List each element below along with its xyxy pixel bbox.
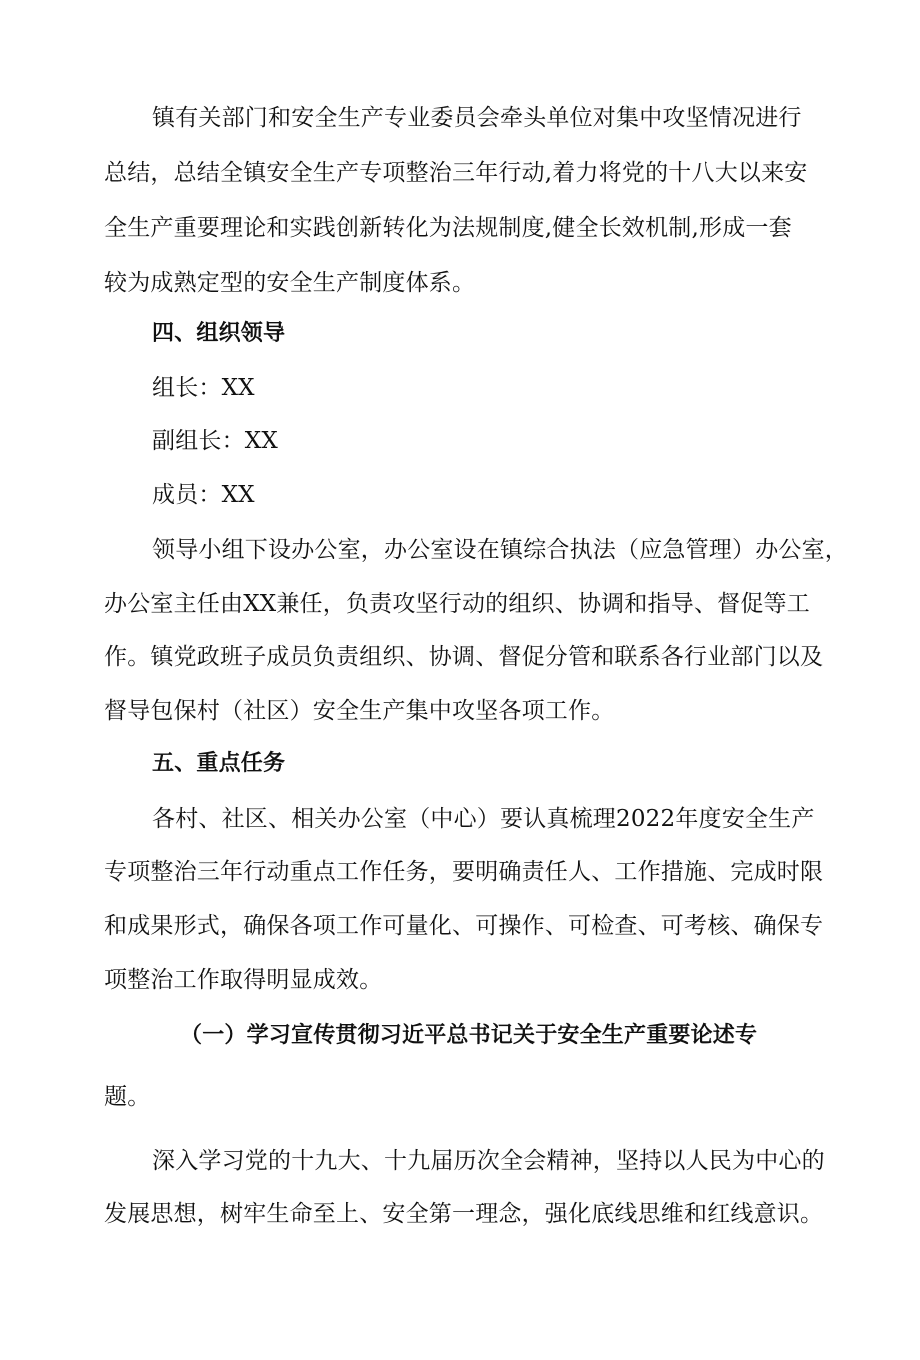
paragraph-1-line-4: 较为成熟定型的安全生产制度体系。	[104, 270, 476, 296]
paragraph-3-line-4: 项整治工作取得明显成效。	[104, 967, 383, 993]
paragraph-2-line-1: 领导小组下设办公室，办公室设在镇综合执法（应急管理）办公室，	[152, 537, 848, 563]
paragraph-4-line-2: 发展思想，树牢生命至上、安全第一理念，强化底线思维和红线意识。	[104, 1201, 824, 1227]
paragraph-4-line-1: 深入学习党的十九大、十九届历次全会精神，坚持以人民为中心的	[152, 1148, 825, 1174]
paragraph-3-line-1: 各村、社区、相关办公室（中心）要认真梳理2022年度安全生产	[152, 806, 815, 832]
leader-line: 组长：XX	[152, 375, 255, 401]
subsection-1-heading-line-2: 题。	[104, 1084, 151, 1110]
paragraph-2-line-3: 作。镇党政班子成员负责组织、协调、督促分管和联系各行业部门以及	[104, 644, 824, 670]
paragraph-1-line-3: 全生产重要理论和实践创新转化为法规制度,健全长效机制,形成一套	[104, 215, 792, 241]
paragraph-1-line-2: 总结，总结全镇安全生产专项整治三年行动,着力将党的十八大以来安	[104, 160, 808, 186]
paragraph-2-line-2: 办公室主任由XX兼任，负责攻坚行动的组织、协调和指导、督促等工	[104, 591, 810, 617]
paragraph-2-line-4: 督导包保村（社区）安全生产集中攻坚各项工作。	[104, 698, 615, 724]
members-line: 成员：XX	[152, 482, 255, 508]
subsection-1-heading-line-1: （一）学习宣传贯彻习近平总书记关于安全生产重要论述专	[180, 1023, 758, 1048]
paragraph-1-line-1: 镇有关部门和安全生产专业委员会牵头单位对集中攻坚情况进行	[152, 105, 802, 131]
paragraph-3-line-2: 专项整治三年行动重点工作任务，要明确责任人、工作措施、完成时限	[104, 859, 824, 885]
section-5-heading: 五、重点任务	[152, 751, 286, 776]
deputy-leader-line: 副组长：XX	[152, 428, 278, 454]
section-4-heading: 四、组织领导	[152, 321, 286, 346]
paragraph-3-line-3: 和成果形式，确保各项工作可量化、可操作、可检查、可考核、确保专	[104, 913, 824, 939]
